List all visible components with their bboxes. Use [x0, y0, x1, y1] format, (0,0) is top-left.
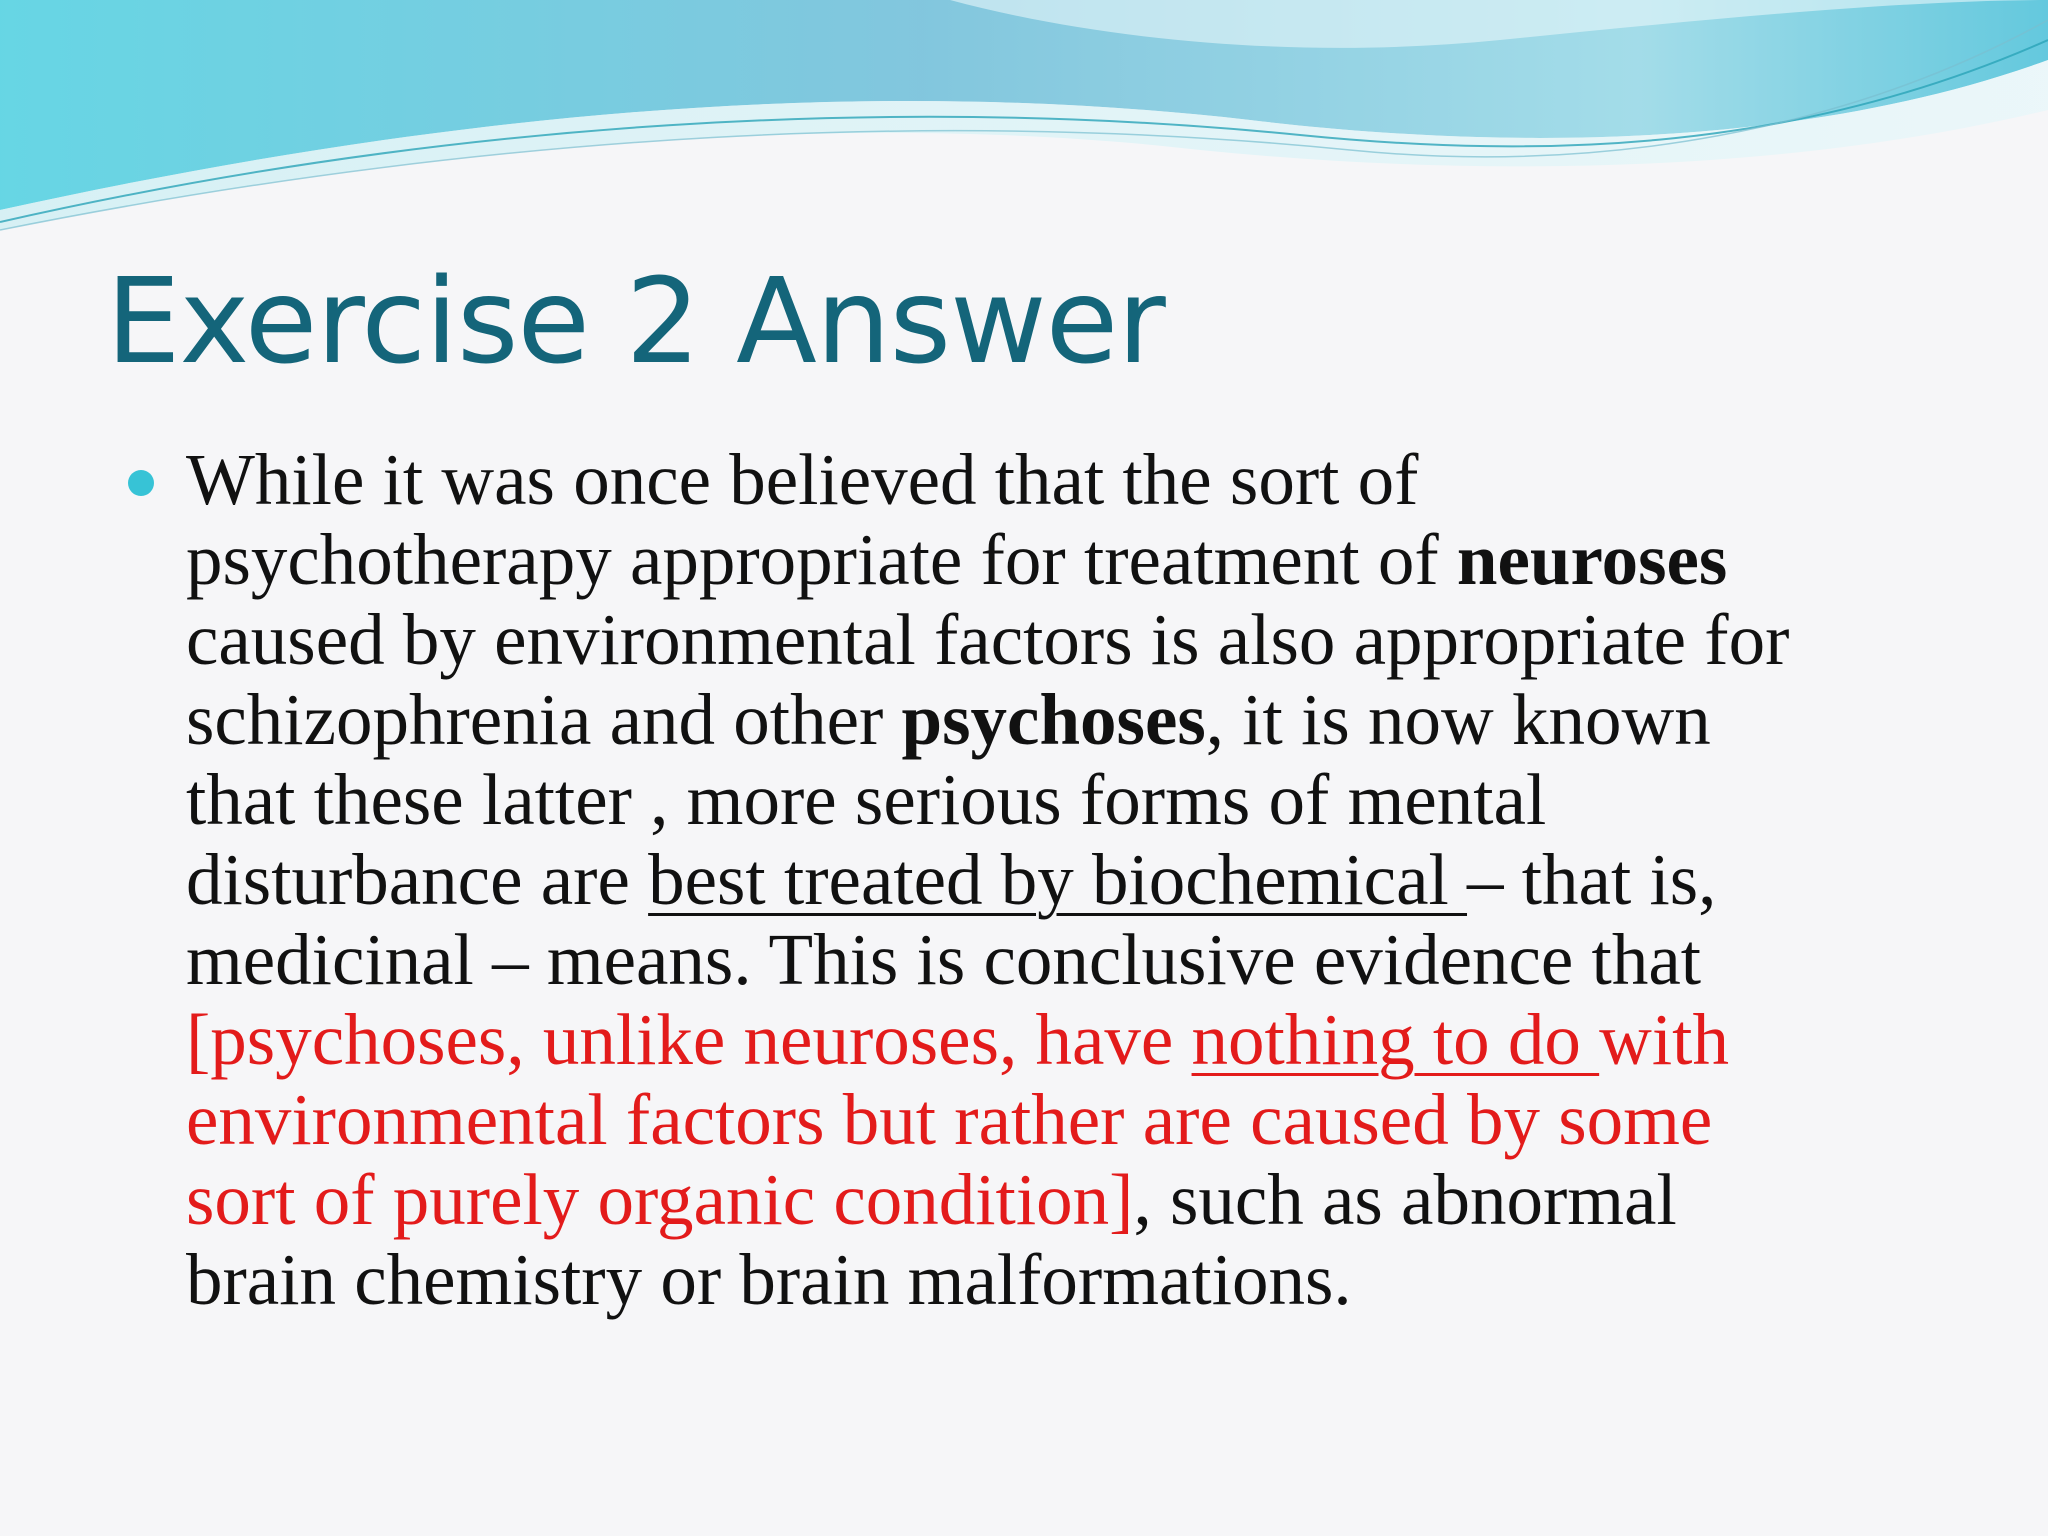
- text-segment: – that is,: [1467, 839, 1717, 920]
- text-segment: environmental factors but rather are caused by some: [186, 1079, 1713, 1160]
- text-segment: , it is now known: [1205, 679, 1711, 760]
- bullet-point-icon: [128, 470, 154, 496]
- text-line: [186, 440, 1946, 520]
- text-line: [186, 840, 1946, 920]
- slide-title: Exercise 2 Answer: [106, 252, 1165, 390]
- text-line-highlight: [186, 1080, 1946, 1160]
- text-segment: caused by environmental factors is also appropriate for: [186, 599, 1790, 680]
- text-segment: medicinal – means. This is conclusive evidence that: [186, 919, 1701, 1000]
- bullet-text: [186, 440, 1946, 1320]
- text-segment: schizophrenia and other: [186, 679, 902, 760]
- text-segment: that these latter , more serious forms of mental: [186, 759, 1547, 840]
- text-line: [186, 600, 1946, 680]
- highlight-segment: sort of purely organic condition]: [186, 1159, 1134, 1240]
- text-line: [186, 760, 1946, 840]
- text-segment: brain chemistry or brain malformations.: [186, 1239, 1352, 1320]
- text-segment: psychotherapy appropriate for treatment of: [186, 519, 1457, 600]
- bold-term-psychoses: psychoses: [901, 679, 1206, 760]
- text-line: [186, 680, 1946, 760]
- text-line: [186, 1160, 1946, 1240]
- text-line: [186, 520, 1946, 600]
- underlined-phrase: nothing to do: [1191, 999, 1600, 1080]
- text-line: [186, 1240, 1946, 1320]
- text-line: [186, 920, 1946, 1000]
- text-segment: [psychoses, unlike neuroses, have: [186, 999, 1192, 1080]
- underlined-phrase: best treated by biochemical: [648, 839, 1468, 920]
- text-segment: disturbance are: [186, 839, 649, 920]
- bold-term-neuroses: neuroses: [1456, 519, 1728, 600]
- text-segment: While it was once believed that the sort of: [186, 439, 1419, 520]
- header-wave-decoration: [0, 0, 2048, 240]
- text-segment: , such as abnormal: [1133, 1159, 1677, 1240]
- text-line-highlight: [186, 1000, 1946, 1080]
- text-segment: with: [1599, 999, 1729, 1080]
